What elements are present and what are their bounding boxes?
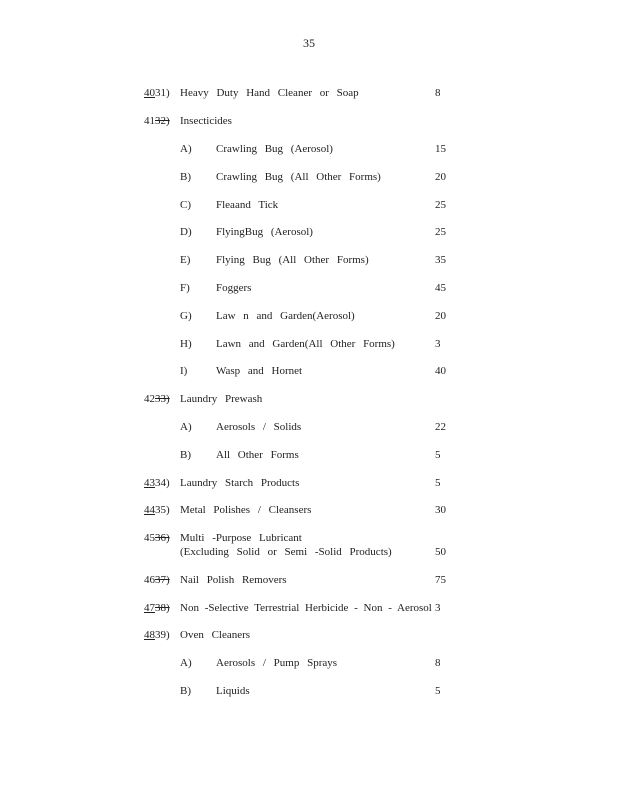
item-value: 50: [435, 546, 446, 558]
item-value: 45: [435, 282, 446, 294]
sub-item-letter: I): [180, 365, 188, 377]
sub-item: [0, 198, 618, 212]
item-label: Metal Polishes / Cleansers: [180, 504, 312, 516]
sub-item-letter: B): [180, 171, 191, 183]
item-value: 5: [435, 477, 441, 489]
item-label: Insecticides: [180, 115, 232, 127]
item-value: 75: [435, 574, 446, 586]
sub-item-label: Wasp and Hornet: [216, 365, 303, 377]
item-number: 4839): [144, 629, 170, 641]
item-number: 4132): [144, 115, 170, 127]
list-item: [0, 628, 618, 642]
sub-item-letter: A): [180, 657, 192, 669]
sub-item-label: Law n and Garden(Aerosol): [216, 310, 355, 322]
sub-item-letter: B): [180, 449, 191, 461]
list-item: [0, 476, 618, 490]
list-item: [0, 601, 618, 615]
item-number: 4738): [144, 602, 170, 614]
item-number: 4233): [144, 393, 170, 405]
item-value: 25: [435, 199, 446, 211]
sub-item-letter: F): [180, 282, 190, 294]
sub-item-label: Crawling Bug (All Other Forms): [216, 171, 381, 183]
item-label: Heavy Duty Hand Cleaner or Soap: [180, 87, 359, 99]
sub-item-letter: G): [180, 310, 192, 322]
item-value: 30: [435, 504, 446, 516]
item-label: Multi -Purpose Lubricant: [180, 532, 302, 544]
sub-item-letter: B): [180, 685, 191, 697]
sub-item-label: Foggers: [216, 282, 252, 294]
sub-item-label: Aerosols / Solids: [216, 421, 302, 433]
page-number: 35: [303, 36, 315, 50]
item-label: Nail Polish Removers: [180, 574, 287, 586]
item-label-continued: (Excluding Solid or Semi -Solid Products): [180, 546, 392, 558]
sub-item-letter: D): [180, 226, 192, 238]
sub-item-label: Fleaand Tick: [216, 199, 279, 211]
sub-item-letter: A): [180, 421, 192, 433]
sub-item: [0, 309, 618, 323]
item-label: Non -Selective Terrestrial Herbicide - Non - Aerosol: [180, 602, 432, 614]
sub-item: [0, 364, 618, 378]
sub-item-label: FlyingBug (Aerosol): [216, 226, 313, 238]
sub-item-label: Lawn and Garden(All Other Forms): [216, 338, 395, 350]
item-label: Oven Cleaners: [180, 629, 251, 641]
item-value: 3: [435, 338, 441, 350]
item-value: 5: [435, 449, 441, 461]
sub-item: [0, 225, 618, 239]
sub-item-label: Flying Bug (All Other Forms): [216, 254, 369, 266]
list-item: [0, 114, 618, 128]
list-item: [0, 531, 618, 558]
sub-item: [0, 281, 618, 295]
sub-item-letter: E): [180, 254, 191, 266]
sub-item: [0, 142, 618, 156]
sub-item: [0, 656, 618, 670]
sub-item: [0, 448, 618, 462]
sub-item-letter: A): [180, 143, 192, 155]
item-value: 8: [435, 87, 441, 99]
list-item: [0, 392, 618, 406]
sub-item-letter: H): [180, 338, 192, 350]
item-value: 35: [435, 254, 446, 266]
sub-item: [0, 684, 618, 698]
item-value: 20: [435, 171, 446, 183]
item-number: 4536): [144, 532, 170, 544]
item-value: 3: [435, 602, 441, 614]
item-number: 4435): [144, 504, 170, 516]
sub-item-label: Liquids: [216, 685, 250, 697]
item-value: 8: [435, 657, 441, 669]
item-value: 15: [435, 143, 446, 155]
item-value: 5: [435, 685, 441, 697]
sub-item-label: Crawling Bug (Aerosol): [216, 143, 333, 155]
sub-item: [0, 420, 618, 434]
item-number: 4637): [144, 574, 170, 586]
item-label: Laundry Prewash: [180, 393, 263, 405]
sub-item-label: Aerosols / Pump Sprays: [216, 657, 338, 669]
item-value: 20: [435, 310, 446, 322]
list-item: [0, 503, 618, 517]
item-value: 25: [435, 226, 446, 238]
list-item: [0, 86, 618, 100]
item-label: Laundry Starch Products: [180, 477, 300, 489]
sub-item: [0, 337, 618, 351]
item-value: 40: [435, 365, 446, 377]
sub-item: [0, 253, 618, 267]
list-item: [0, 573, 618, 587]
item-value: 22: [435, 421, 446, 433]
item-number: 4334): [144, 477, 170, 489]
sub-item-letter: C): [180, 199, 191, 211]
item-number: 4031): [144, 87, 170, 99]
sub-item-label: All Other Forms: [216, 449, 299, 461]
sub-item: [0, 170, 618, 184]
